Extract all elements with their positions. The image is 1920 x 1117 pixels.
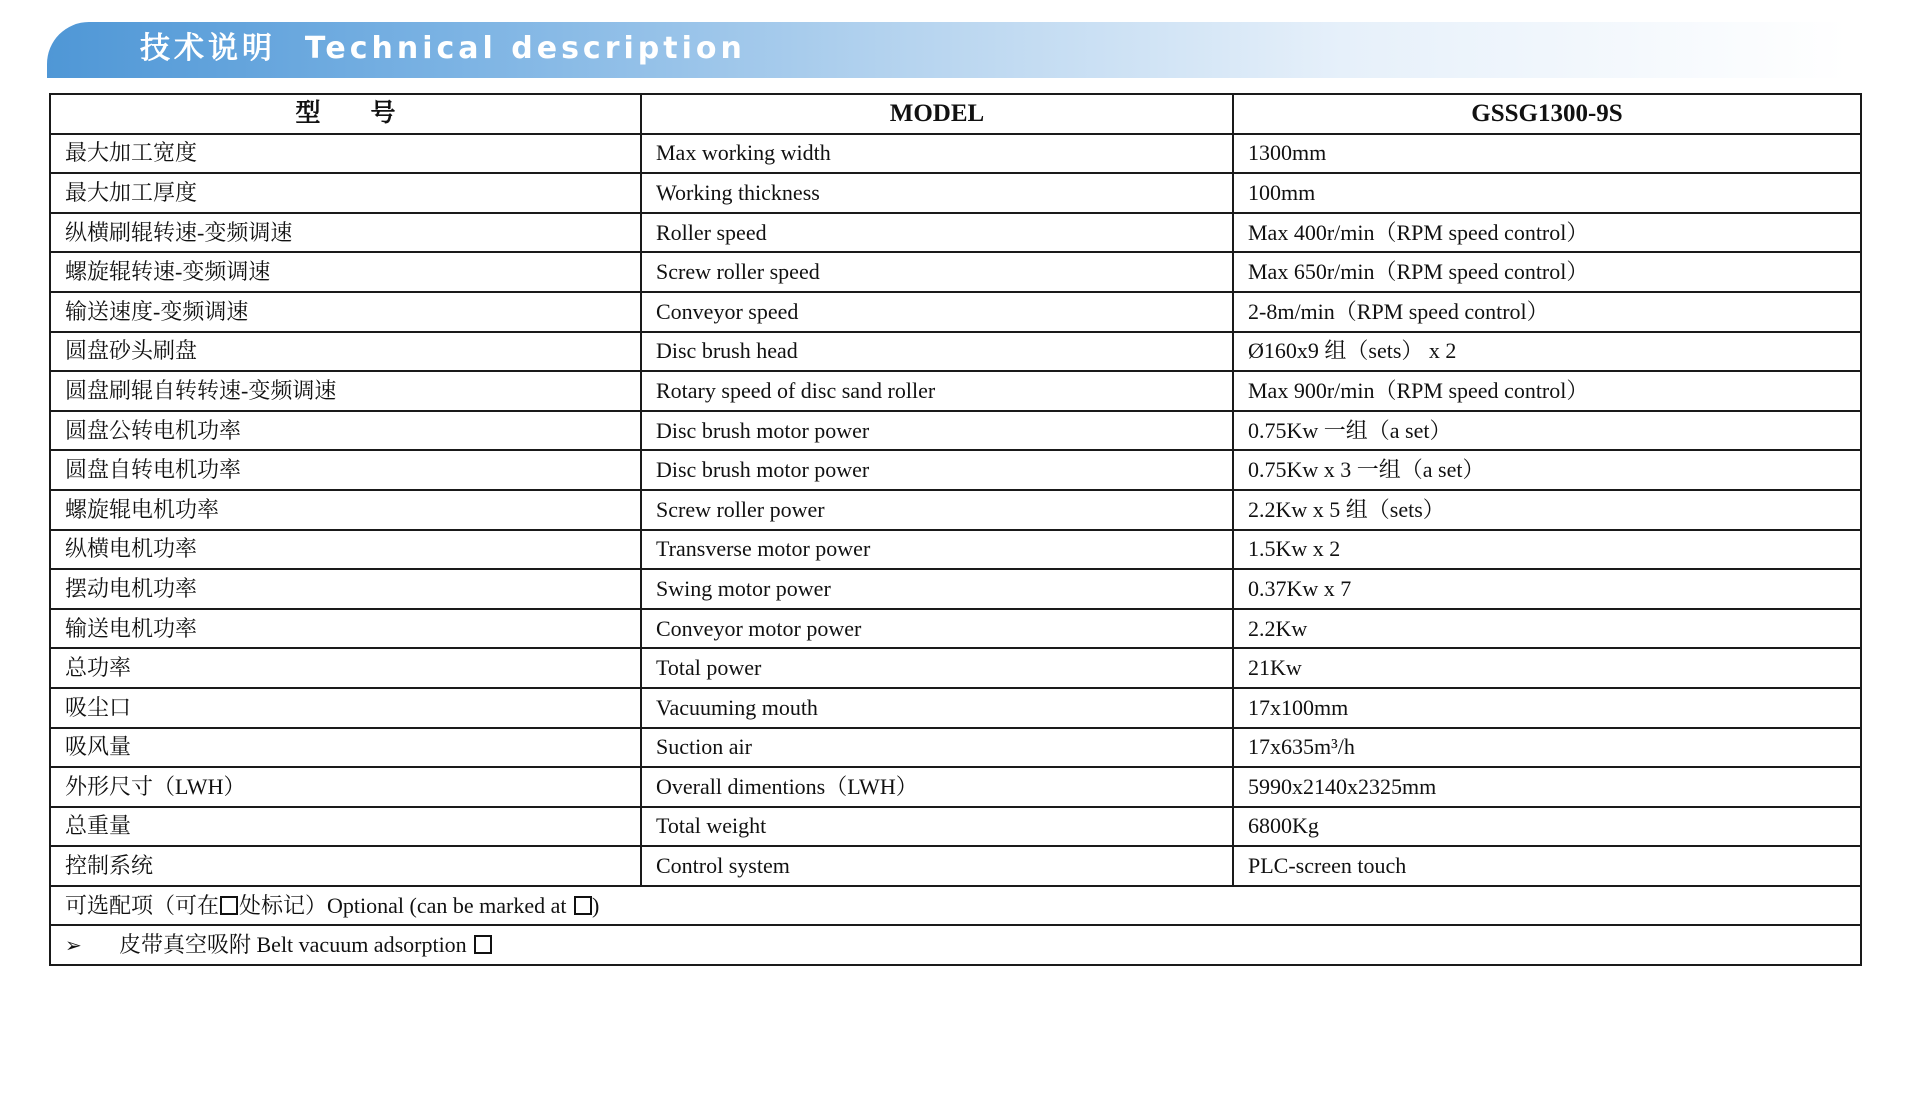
spec-name-en: Suction air xyxy=(641,728,1233,768)
spec-name-en: Working thickness xyxy=(641,173,1233,213)
spec-value: 100mm xyxy=(1233,173,1861,213)
spec-name-cn: 纵横电机功率 xyxy=(50,530,641,570)
spec-value: Max 900r/min（RPM speed control） xyxy=(1233,371,1861,411)
spec-name-cn: 圆盘公转电机功率 xyxy=(50,411,641,451)
spec-name-cn: 总重量 xyxy=(50,807,641,847)
spec-name-en: Max working width xyxy=(641,134,1233,174)
spec-table xyxy=(49,93,1862,966)
optional-note-row xyxy=(50,886,1861,926)
spec-value: 21Kw xyxy=(1233,648,1861,688)
header-cell-model: MODEL xyxy=(641,94,1233,134)
spec-name-en: Roller speed xyxy=(641,213,1233,253)
option-checkbox[interactable] xyxy=(474,935,492,954)
optional-note xyxy=(50,886,1861,926)
table-row xyxy=(50,134,1861,174)
table-row xyxy=(50,728,1861,768)
spec-value: Max 400r/min（RPM speed control） xyxy=(1233,213,1861,253)
spec-name-cn: 最大加工宽度 xyxy=(50,134,641,174)
optional-item xyxy=(50,925,1861,965)
spec-name-en: Conveyor motor power xyxy=(641,609,1233,649)
spec-name-cn: 摆动电机功率 xyxy=(50,569,641,609)
spec-value: 2.2Kw x 5 组（sets） xyxy=(1233,490,1861,530)
spec-value: 0.75Kw 一组（a set） xyxy=(1233,411,1861,451)
spec-value: 1300mm xyxy=(1233,134,1861,174)
spec-value: Max 650r/min（RPM speed control） xyxy=(1233,252,1861,292)
spec-name-cn: 螺旋辊电机功率 xyxy=(50,490,641,530)
table-row xyxy=(50,609,1861,649)
checkbox-icon xyxy=(220,896,238,915)
spec-value: 2.2Kw xyxy=(1233,609,1861,649)
optional-note-text-before: 可选配项（可在 xyxy=(65,892,220,918)
table-row xyxy=(50,569,1861,609)
spec-name-en: Disc brush motor power xyxy=(641,411,1233,451)
spec-value: 6800Kg xyxy=(1233,807,1861,847)
spec-name-cn: 吸尘口 xyxy=(50,688,641,728)
spec-name-en: Disc brush head xyxy=(641,332,1233,372)
table-row xyxy=(50,767,1861,807)
spec-name-en: Disc brush motor power xyxy=(641,450,1233,490)
page-title: 技术说明 Technical description xyxy=(140,31,746,66)
spec-value: 17x100mm xyxy=(1233,688,1861,728)
table-row xyxy=(50,688,1861,728)
table-row xyxy=(50,371,1861,411)
header-cell-value: GSSG1300-9S xyxy=(1233,94,1861,134)
spec-name-en: Control system xyxy=(641,846,1233,886)
spec-name-cn: 螺旋辊转速-变频调速 xyxy=(50,252,641,292)
table-row xyxy=(50,530,1861,570)
spec-name-cn: 输送电机功率 xyxy=(50,609,641,649)
header-cell-cn: 型 号 xyxy=(50,94,641,134)
spec-value: 17x635m³/h xyxy=(1233,728,1861,768)
spec-name-en: Total weight xyxy=(641,807,1233,847)
spec-name-en: Overall dimentions（LWH） xyxy=(641,767,1233,807)
spec-value: 1.5Kw x 2 xyxy=(1233,530,1861,570)
spec-name-en: Rotary speed of disc sand roller xyxy=(641,371,1233,411)
table-row xyxy=(50,648,1861,688)
spec-name-cn: 圆盘自转电机功率 xyxy=(50,450,641,490)
spec-value: Ø160x9 组（sets） x 2 xyxy=(1233,332,1861,372)
arrow-bullet-icon: ➢ xyxy=(65,933,82,958)
spec-value: 0.37Kw x 7 xyxy=(1233,569,1861,609)
table-row xyxy=(50,173,1861,213)
spec-name-cn: 总功率 xyxy=(50,648,641,688)
table-row xyxy=(50,252,1861,292)
spec-name-en: Total power xyxy=(641,648,1233,688)
spec-name-cn: 圆盘刷辊自转转速-变频调速 xyxy=(50,371,641,411)
spec-value: 2-8m/min（RPM speed control） xyxy=(1233,292,1861,332)
spec-name-cn: 吸风量 xyxy=(50,728,641,768)
table-row xyxy=(50,213,1861,253)
spec-name-en: Screw roller power xyxy=(641,490,1233,530)
spec-value: 5990x2140x2325mm xyxy=(1233,767,1861,807)
optional-note-text-after: ) xyxy=(591,892,600,918)
spec-name-cn: 最大加工厚度 xyxy=(50,173,641,213)
table-header-row xyxy=(50,94,1861,134)
spec-name-cn: 纵横刷辊转速-变频调速 xyxy=(50,213,641,253)
table-row xyxy=(50,411,1861,451)
table-row xyxy=(50,332,1861,372)
spec-name-en: Swing motor power xyxy=(641,569,1233,609)
spec-name-cn: 控制系统 xyxy=(50,846,641,886)
table-row xyxy=(50,490,1861,530)
optional-item-row xyxy=(50,925,1861,965)
spec-name-en: Screw roller speed xyxy=(641,252,1233,292)
checkbox-icon xyxy=(574,896,592,915)
optional-note-text-middle: 处标记）Optional (can be marked at xyxy=(239,892,572,918)
spec-name-cn: 输送速度-变频调速 xyxy=(50,292,641,332)
table-row xyxy=(50,807,1861,847)
table-row xyxy=(50,846,1861,886)
optional-item-label: 皮带真空吸附 Belt vacuum adsorption xyxy=(119,932,467,958)
spec-name-en: Transverse motor power xyxy=(641,530,1233,570)
spec-name-en: Conveyor speed xyxy=(641,292,1233,332)
spec-name-cn: 圆盘砂头刷盘 xyxy=(50,332,641,372)
spec-value: 0.75Kw x 3 一组（a set） xyxy=(1233,450,1861,490)
spec-value: PLC-screen touch xyxy=(1233,846,1861,886)
table-row xyxy=(50,450,1861,490)
spec-name-cn: 外形尺寸（LWH） xyxy=(50,767,641,807)
spec-name-en: Vacuuming mouth xyxy=(641,688,1233,728)
table-row xyxy=(50,292,1861,332)
